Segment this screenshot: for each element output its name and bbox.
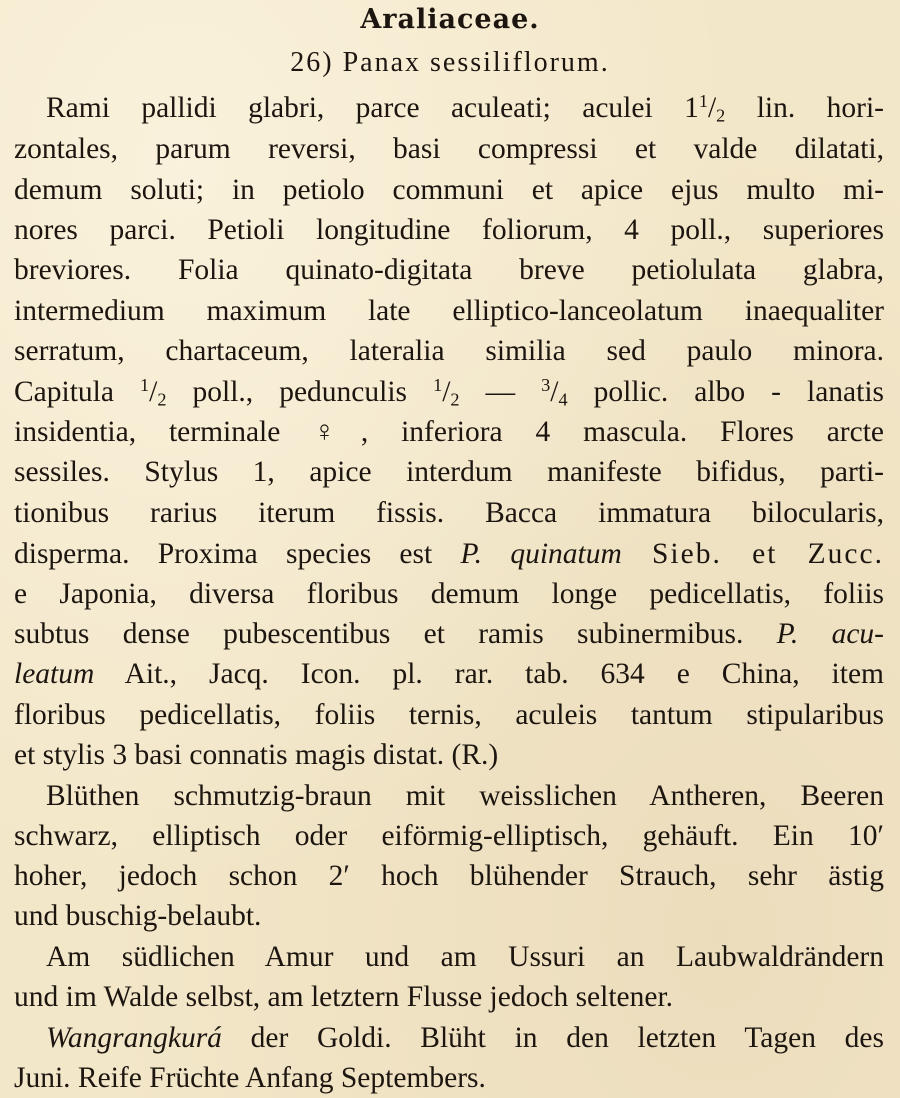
text-line-2: zontales, parum reversi, basi compressi et valde dilatati, bbox=[14, 133, 884, 165]
text-line-18: Blüthen schmutzig-braun mit weisslichen Antheren, Beeren bbox=[46, 780, 884, 812]
text-line-14 bbox=[14, 614, 884, 654]
text-line-23: und im Walde selbst, am letztern Flusse jedoch seltener. bbox=[14, 981, 674, 1013]
text-line-6: intermedium maximum late elliptico-lanceolatum inaequaliter bbox=[14, 295, 884, 327]
text-line-8 bbox=[14, 372, 884, 412]
text-segment: subtus dense pubescentibus et ramis subinermibus. bbox=[14, 618, 777, 650]
fraction-numerator: 1 bbox=[140, 374, 150, 395]
fraction-numerator: 1 bbox=[433, 374, 443, 395]
text-line-3: demum soluti; in petiolo communi et apice ejus multo mi- bbox=[14, 174, 884, 206]
text-line-12 bbox=[14, 534, 884, 574]
text-segment: — bbox=[459, 376, 542, 408]
family-heading: Araliaceae. bbox=[360, 4, 540, 35]
text-line-17: et stylis 3 basi connatis magis distat. (R.) bbox=[14, 739, 499, 771]
fraction-numerator: 1 bbox=[698, 90, 708, 111]
text-line-9: insidentia, terminale ♀, inferiora 4 mascula. Flores arcte bbox=[14, 416, 884, 448]
vernacular-name-italic: Wangrangkurá bbox=[46, 1022, 222, 1054]
fraction-denominator: 4 bbox=[558, 389, 568, 410]
text-segment: lin. hori- bbox=[725, 92, 884, 124]
fraction-denominator: 2 bbox=[716, 105, 726, 126]
species-name-italic: leatum bbox=[14, 658, 95, 690]
text-line-1 bbox=[46, 88, 884, 128]
text-line-15 bbox=[14, 654, 884, 694]
text-segment: Capitula bbox=[14, 376, 140, 408]
text-segment: Ait., Jacq. Icon. pl. rar. tab. 634 e China, item bbox=[94, 658, 884, 690]
text-line-19: schwarz, elliptisch oder eiförmig-elliptisch, gehäuft. Ein 10′ bbox=[14, 820, 884, 852]
text-line-4: nores parci. Petioli longitudine foliorum, 4 poll., superiores bbox=[14, 214, 884, 246]
text-line-11: tionibus rarius iterum fissis. Bacca immatura bilocularis, bbox=[14, 497, 884, 529]
fraction-slash: / bbox=[149, 376, 158, 408]
text-segment: Sieb. et Zucc. bbox=[621, 538, 884, 570]
text-line-16: floribus pedicellatis, foliis ternis, aculeis tantum stipularibus bbox=[14, 699, 884, 731]
text-line-24 bbox=[46, 1018, 884, 1058]
fraction-denominator: 2 bbox=[450, 389, 460, 410]
text-line-20: hoher, jedoch schon 2′ hoch blühender Strauch, sehr ästig bbox=[14, 860, 884, 892]
species-name-italic: P. quinatum bbox=[460, 538, 622, 570]
text-line-5: breviores. Folia quinato-digitata breve petiolulata glabra, bbox=[14, 254, 884, 286]
species-name-italic: P. acu- bbox=[776, 618, 884, 650]
text-line-7: serratum, chartaceum, lateralia similia sed paulo minora. bbox=[14, 335, 884, 367]
fraction-slash: / bbox=[707, 92, 717, 124]
text-line-25: Juni. Reife Früchte Anfang Septembers. bbox=[14, 1062, 486, 1094]
fraction-numerator: 3 bbox=[541, 374, 551, 395]
text-line-21: und buschig-belaubt. bbox=[14, 900, 262, 932]
text-segment: pollic. albo - lanatis bbox=[567, 376, 884, 408]
fraction-slash: / bbox=[550, 376, 559, 408]
text-line-13: e Japonia, diversa floribus demum longe pedicellatis, foliis bbox=[14, 578, 884, 610]
species-heading: 26) Panax sessiliflorum. bbox=[290, 47, 610, 78]
text-line-22: Am südlichen Amur und am Ussuri an Laubwaldrändern bbox=[46, 941, 884, 973]
text-segment: Rami pallidi glabri, parce aculeati; aculei 1 bbox=[46, 92, 699, 124]
fraction-slash: / bbox=[442, 376, 451, 408]
text-line-10: sessiles. Stylus 1, apice interdum manifeste bifidus, parti- bbox=[14, 456, 884, 488]
text-segment: disperma. Proxima species est bbox=[14, 538, 461, 570]
text-segment: poll., pedunculis bbox=[166, 376, 434, 408]
text-segment: der Goldi. Blüht in den letzten Tagen des bbox=[221, 1022, 884, 1054]
fraction-denominator: 2 bbox=[157, 389, 167, 410]
